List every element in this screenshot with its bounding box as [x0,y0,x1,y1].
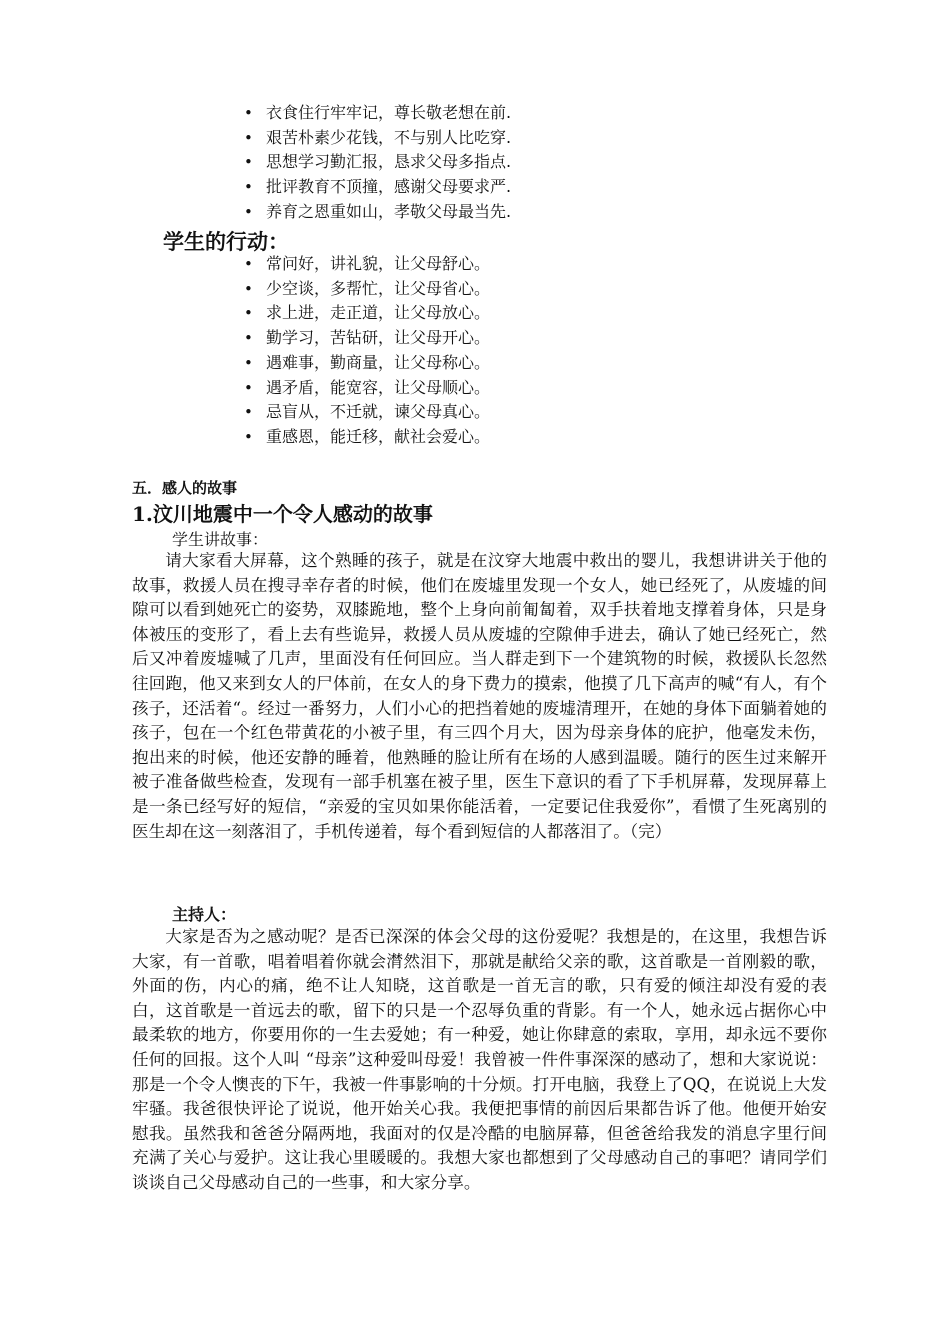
list-item [244,252,490,277]
bullet-icon: • [244,178,253,197]
bullet-icon: • [244,353,253,372]
bullet-icon: • [244,128,253,147]
list-item-text: 少空谈，多帮忙，让父母省心。 [266,278,491,298]
bullet-icon: • [244,104,253,122]
list-item-text: 勤学习，苦钻研，让父母开心。 [266,328,491,348]
story-heading: 1.汶川地震中一个令人感动的故事 [132,502,433,526]
bullet-icon: • [244,378,253,397]
host-label: 主持人： [172,905,237,924]
story-paragraph: 请大家看大屏幕，这个熟睡的孩子，就是在汶穿大地震中救出的婴儿，我想讲讲关于他的故事，救援人员在搜寻幸存者的时候，他们在废墟里发现一个女人，她已经死了，从废墟的间隙可以看到她死亡的姿势，双膝跪地，整个上身向前匍匐着，双手扶着地支撑着身体，只是身体被压的变形了，看上去有些诡异，救援人员从废墟的空隙伸手进去，确认了她已经死亡，然后又冲着废墟喊了几声，里面没有任何回应。当人群走到下一个建筑物的时候，救援队长忽然往回跑，他又来到女人的尸体前，在女人的身下费力的摸索，他摸了几下高声的喊“有人，有个孩子，还活着“。经过一番努力，人们小心的把挡着她的废墟清理开，在她的身体下面躺着她的孩子，包在一个红色带黄花的小被子里，有三四个月大，因为母亲身体的庇护，他毫发未伤，抱出来的时候，他还安静的睡着，他熟睡的脸让所有在场的人感到温暖。随行的医生过来解开被子准备做些检查，发现有一部手机塞在被子里，医生下意识的看了下手机屏幕，发现屏幕上是一条已经写好的短信，“亲爱的宝贝如果你能活着，一定要记住我爱你”，看惯了生死离别的医生却在这一刻落泪了，手机传递着，每个看到短信的人都落泪了。（完） [132,551,827,841]
list-item [244,200,511,225]
list-item-text: 遇矛盾，能宽容，让父母顺心。 [266,377,491,397]
bullet-icon: • [244,427,253,446]
list-item-text: 艰苦朴素少花钱，不与别人比吃穿. [266,127,512,147]
actions-heading: 学生的行动： [163,230,289,254]
principles-list [244,101,511,225]
list-item-text: 遇难事，勤商量，让父母称心。 [266,352,491,372]
list-item-text: 思想学习勤汇报，恳求父母多指点. [266,152,512,172]
list-item-text: 重感恩，能迁移，献社会爱心。 [266,426,491,446]
list-item [244,351,490,376]
list-item [244,126,511,151]
host-paragraph: 大家是否为之感动呢？是否已深深的体会父母的这份爱呢？我想是的，在这里，我想告诉大家，有一首歌，唱着唱着你就会潸然泪下，那就是献给父亲的歌，这首歌是一首刚毅的歌，外面的伤，内心的痛，绝不让人知晓，这首歌是一首无言的歌，只有爱的倾注却没有爱的表白，这首歌是一首远去的歌，留下的只是一个忍辱负重的背影。有一个人，她永远占据你心中最柔软的地方，你要用你的一生去爱她；有一种爱，她让你肆意的索取，享用，却永远不要你任何的回报。这个人叫 “母亲”这种爱叫母爱！我曾被一件件事深深的感动了，想和大家说说：那是一个令人懊丧的下午，我被一件事影响的十分烦。打开电脑，我登上了QQ，在说说上大发牢骚。我爸很快评论了说说，他开始关心我。我便把事情的前因后果都告诉了他。他便开始安慰我。虽然我和爸爸分隔两地，我面对的仅是冷酷的电脑屏幕，但爸爸给我发的消息字里行间充满了关心与爱护。这让我心里暖暖的。我想大家也都想到了父母感动自己的事吧？请同学们谈谈自己父母感动自己的一些事，和大家分享。 [132,927,827,1192]
section-heading: 五．感人的故事 [132,479,238,497]
bullet-icon: • [244,255,253,273]
list-item-text: 常问好，讲礼貌，让父母舒心。 [266,254,491,273]
list-item [244,101,511,126]
student-label: 学生讲故事： [172,530,269,549]
list-item [244,175,511,200]
list-item-text: 养育之恩重如山，孝敬父母最当先. [266,201,512,221]
bullet-icon: • [244,202,253,221]
list-item [244,376,490,401]
list-item-text: 衣食住行牢牢记，尊长敬老想在前. [266,103,512,122]
bullet-icon: • [244,329,253,348]
bullet-icon: • [244,403,253,422]
list-item [244,326,490,351]
list-item [244,301,490,326]
list-item-text: 忌盲从，不迁就，谏父母真心。 [266,402,491,422]
actions-list [244,252,490,450]
bullet-icon: • [244,279,253,298]
list-item-text: 批评教育不顶撞，感谢父母要求严. [266,177,512,197]
list-item [244,277,490,302]
list-item [244,150,511,175]
list-item-text: 求上进，走正道，让父母放心。 [266,303,491,323]
list-item [244,400,490,425]
bullet-icon: • [244,304,253,323]
list-item [244,425,490,450]
bullet-icon: • [244,153,253,172]
